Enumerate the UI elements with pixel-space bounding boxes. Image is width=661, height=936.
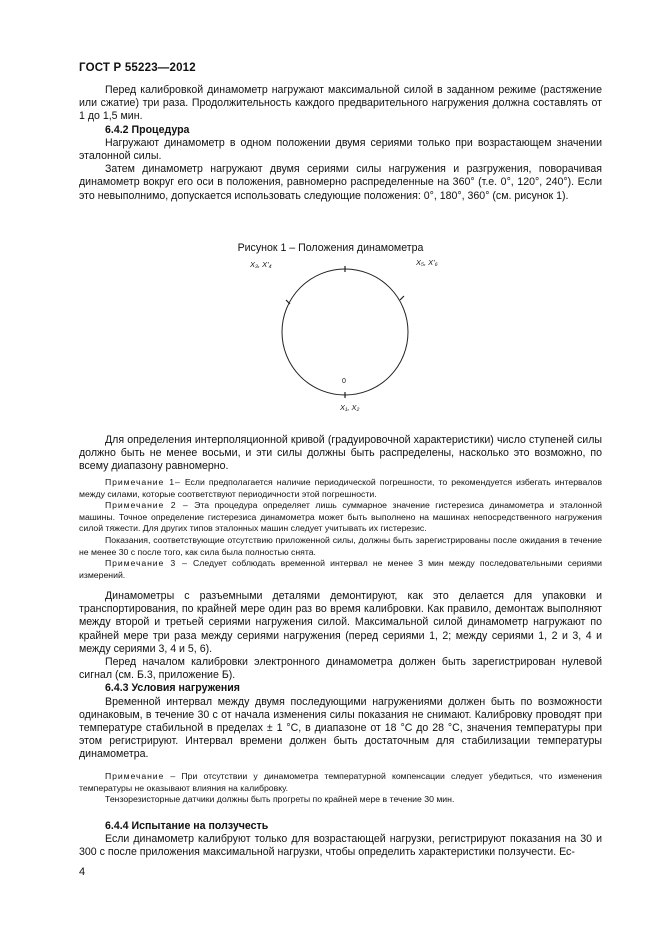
note-2-text: Эта процедура определяет лишь суммарное значение гистерезиса динамометра и эталонной машины. Точное определение гистерезиса динамометра может быть выполнено на машинах непосредственного нагружения силой тяжести. Для других типов эталонных машин следует учитывать их гистерезис. xyxy=(79,500,603,534)
body-text-top xyxy=(79,84,602,203)
note-2-label: Примечание 2 – xyxy=(105,500,189,511)
interpolation-paragraph: Для определения интерполяционной кривой (градуировочной характеристики) число ступеней силы должно быть не менее восьми, и эти силы должны быть распределены, насколько это возможно, по всему диапазону равномерно. xyxy=(79,434,602,473)
dynamometer-paragraph-2: Перед началом калибровки электронного динамометра должен быть зарегистрирован нулевой сигнал (см. Б.3, приложение Б). xyxy=(79,656,602,682)
intro-paragraph: Перед калибровкой динамометр нагружают максимальной силой в заданном режиме (растяжение или сжатие) три раза. Продолжительность каждого предварительного нагружения должна составлять от 1 до 1,5 мин. xyxy=(79,84,602,123)
procedure-paragraph-1: Нагружают динамометр в одном положении двумя сериями только при возрастающем значении эталонной силы. xyxy=(79,136,602,163)
body-text-bottom xyxy=(79,820,602,860)
page-number: 4 xyxy=(79,866,86,878)
note-2-continuation: Показания, соответствующие отсутствию приложенной силы, должны быть зарегистрированы после ожидания в течение не менее 30 с после того, как сила была полностью снята. xyxy=(79,534,602,557)
position-circle xyxy=(282,269,408,395)
note-1 xyxy=(79,477,602,500)
document-header: ГОСТ Р 55223—2012 xyxy=(79,62,196,74)
procedure-paragraph-2: Затем динамометр нагружают двумя сериями силы нагружения и разгружения, поворачивая динамометр вокруг его оси в положения, равномерно распределенные на 360° (т.е. 0°, 120°, 240°). Если это невыполнимо, допускается использовать следующие положения: 0°, 180°, 360° (см. рисунок 1). xyxy=(79,163,602,202)
dynamometer-paragraph-1: Динамометры с разъемными деталями демонтируют, как это делается для упаковки и транспортирования, по крайней мере один раз во время калибровки. Как правило, демонтаж выполняют между второй и третьей сериями нагружения силой. Максимальной силой динамометр нагружают по крайней мере три раза между сериями нагружения (перед сериями 1, 2; между сериями 1, 2 и 3, 4 и между сериями 3, 4 и 5, 6). xyxy=(79,590,602,655)
note-3-text: Следует соблюдать временной интервал не менее 3 мин между последовательными сериями измерений. xyxy=(79,558,603,580)
notes-block-1 xyxy=(79,477,602,581)
note-4-continuation: Тензорезисторные датчики должны быть прогреты по крайней мере в течение 30 мин. xyxy=(105,794,455,805)
note-3-label: Примечание 3 – xyxy=(105,558,188,569)
label-position-right: X₅, X'₆ xyxy=(416,258,438,267)
note-4-text: – При отсутствии у динамометра температурной компенсации следует убедиться, что изменения температуры не оказывают влияния на калибровку. xyxy=(79,771,602,793)
label-zero: 0 xyxy=(342,378,346,385)
body-text-middle xyxy=(79,590,602,762)
section-6-4-2-heading: 6.4.2 Процедура xyxy=(105,123,190,136)
creep-test-paragraph: Если динамометр калибруют только для возрастающей нагрузки, регистрируют показания на 30 и 300 с после приложения максимальной нагрузки, чтобы определить характеристики ползучести. Ес- xyxy=(79,833,602,859)
notes-block-2 xyxy=(79,771,602,806)
label-position-bottom: X₁, X₂ xyxy=(340,403,360,412)
note-2 xyxy=(79,500,602,535)
note-1-text: Если предполагается наличие периодической погрешности, то рекомендуется избегать интервалов между силами, которые соответствуют периодичности этой погрешности. xyxy=(79,477,602,499)
dynamometer-positions-figure xyxy=(230,250,450,420)
tick-right xyxy=(400,296,404,300)
figure-caption: Рисунок 1 – Положения динамометра xyxy=(237,242,424,254)
note-3 xyxy=(79,558,602,581)
section-6-4-3-heading: 6.4.3 Условия нагружения xyxy=(105,682,240,695)
label-position-left: X₃, X'₄ xyxy=(250,260,272,269)
note-4-label: Примечание xyxy=(105,771,165,781)
loading-conditions-paragraph: Временной интервал между двумя последующими нагружениями должен быть по возможности одинаковым, в течение 30 с от начала изменения силы показания не снимают. Калибровку проводят при температуре стабильной в пределах ± 1 °С, в диапазоне от 18 °С до 28 °С, значения температуры при этом регистрируют. Интервал времени должен быть достаточным для стабилизации температуры динамометра. xyxy=(79,695,602,761)
note-1-label: Примечание 1– xyxy=(105,477,181,487)
section-6-4-4-heading: 6.4.4 Испытание на ползучесть xyxy=(105,820,269,832)
note-4 xyxy=(79,771,602,794)
